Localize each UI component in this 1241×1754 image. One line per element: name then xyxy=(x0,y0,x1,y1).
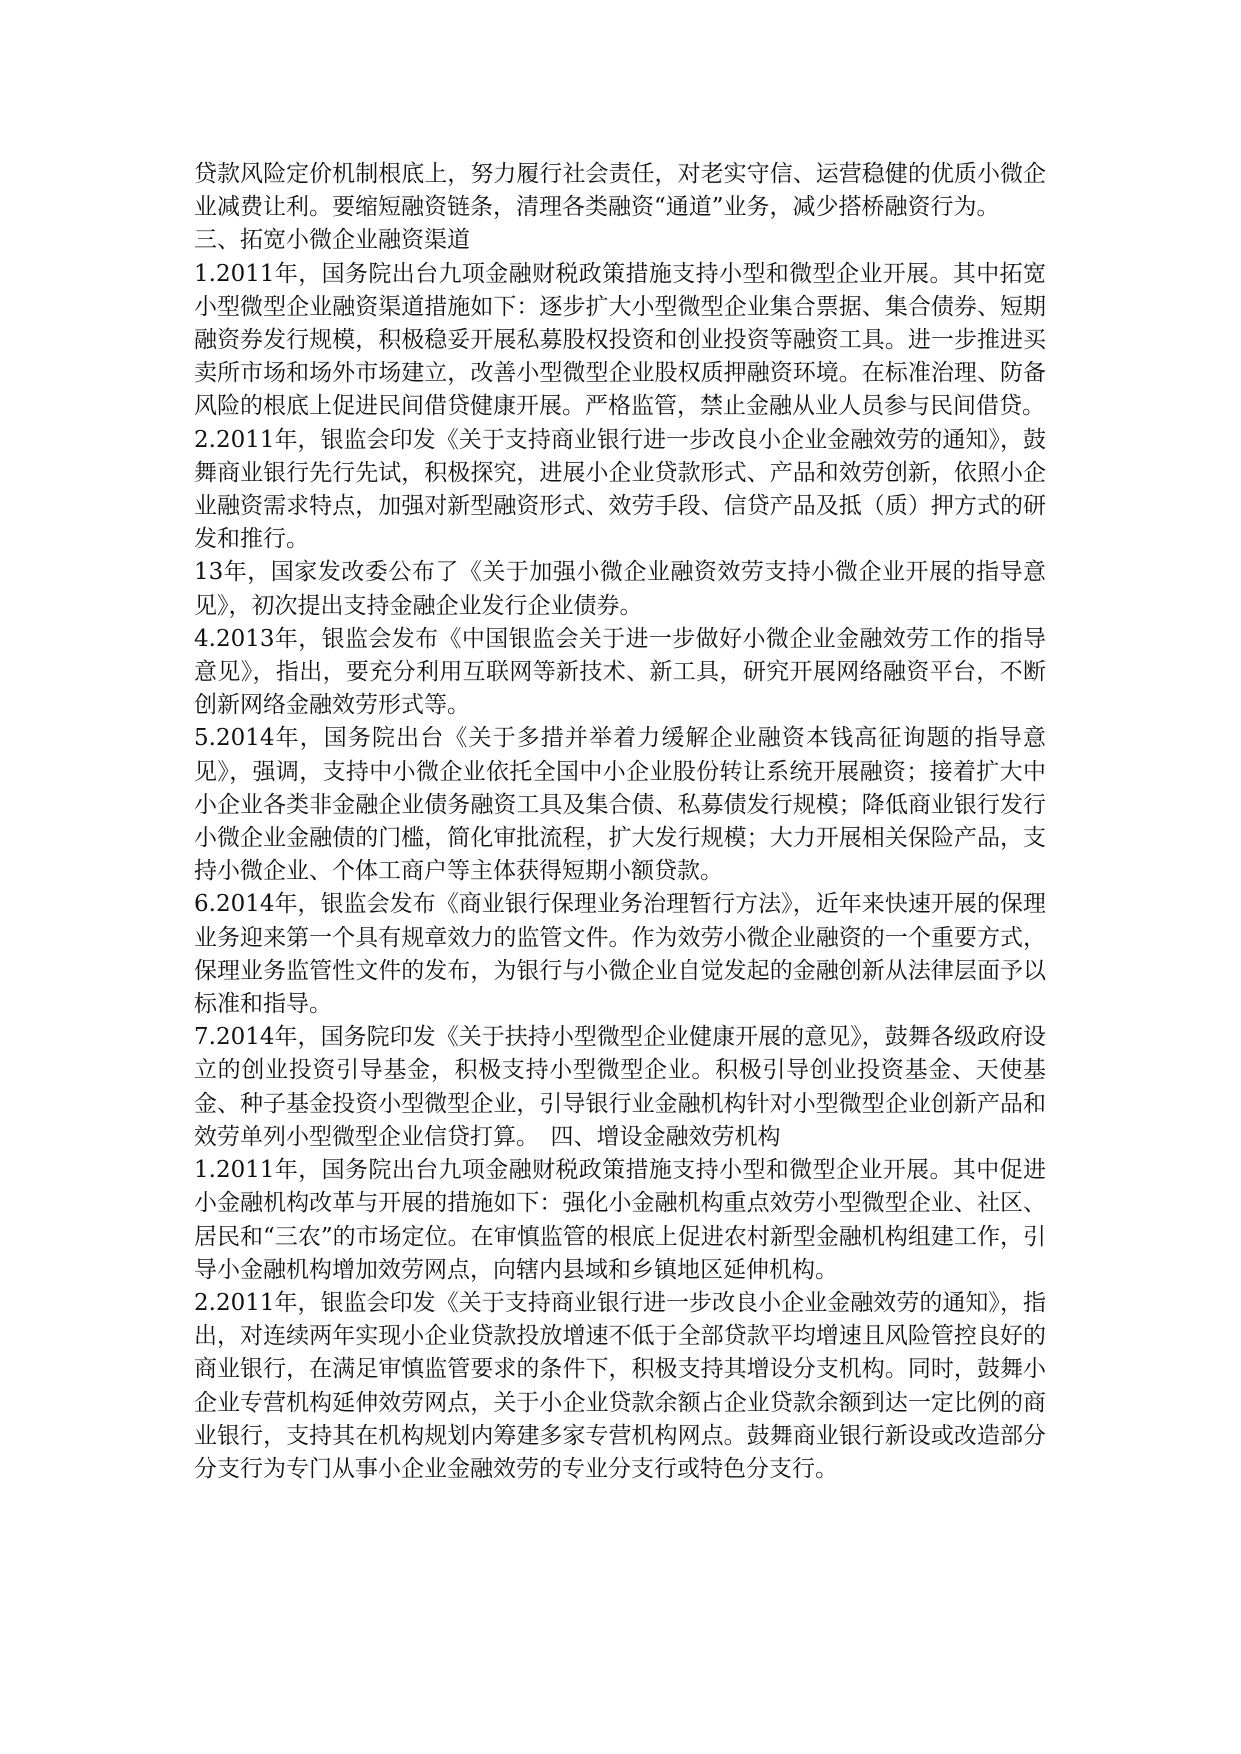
section-heading-3: 三、拓宽小微企业融资渠道 xyxy=(194,227,470,254)
paragraph-item: 6.2014年，银监会发布《商业银行保理业务治理暂行方法》，近年来快速开展的保理业务迎来第一个具有规章效力的监管文件。作为效劳小微企业融资的一个重要方式，保理业务监管性文件的发布，为银行与小微企业自觉发起的金融创新从法律层面予以标准和指导。 xyxy=(194,891,1046,1018)
paragraph-item: 1.2011年，国务院出台九项金融财税政策措施支持小型和微型企业开展。其中拓宽小型微型企业融资渠道措施如下：逐步扩大小型微型企业集合票据、集合债券、短期融资券发行规模，积极稳妥开展私募股权投资和创业投资等融资工具。进一步推进买卖所市场和场外市场建立，改善小型微型企业股权质押融资环境。在标准治理、防备风险的根底上促进民间借贷健康开展。严格监管，禁止金融从业人员参与民间借贷。 xyxy=(194,260,1046,420)
paragraph-item: 4.2013年，银监会发布《中国银监会关于进一步做好小微企业金融效劳工作的指导意见》，指出，要充分利用互联网等新技术、新工具，研究开展网络融资平台，不断创新网络金融效劳形式等。 xyxy=(194,625,1046,719)
paragraph-item: 13年，国家发改委公布了《关于加强小微企业融资效劳支持小微企业开展的指导意见》，初次提出支持金融企业发行企业债券。 xyxy=(194,559,1046,619)
paragraph-item: 2.2011年，银监会印发《关于支持商业银行进一步改良小企业金融效劳的通知》，指出，对连续两年实现小企业贷款投放增速不低于全部贷款平均增速且风险管控良好的商业银行，在满足审慎监管要求的条件下，积极支持其增设分支机构。同时，鼓舞小企业专营机构延伸效劳网点，关于小企业贷款余额占企业贷款余额到达一定比例的商业银行，支持其在机构规划内筹建多家专营机构网点。鼓舞商业银行新设或改造部分分支行为专门从事小企业金融效劳的专业分支行或特色分支行。 xyxy=(194,1289,1046,1482)
paragraph-continuation: 贷款风险定价机制根底上，努力履行社会责任，对老实守信、运营稳健的优质小微企业减费让利。要缩短融资链条，清理各类融资“通道”业务，减少搭桥融资行为。 xyxy=(194,161,1046,221)
paragraph-item: 7.2014年，国务院印发《关于扶持小型微型企业健康开展的意见》，鼓舞各级政府设立的创业投资引导基金，积极支持小型微型企业。积极引导创业投资基金、天使基金、种子基金投资小型微型企业，引导银行业金融机构针对小型微型企业创新产品和效劳单列小型微型企业信贷打算。 四、增设金融效劳机构 xyxy=(194,1024,1046,1150)
paragraph-item: 2.2011年，银监会印发《关于支持商业银行进一步改良小企业金融效劳的通知》，鼓舞商业银行先行先试，积极探究，进展小企业贷款形式、产品和效劳创新，依照小企业融资需求特点，加强对新型融资形式、效劳手段、信贷产品及抵（质）押方式的研发和推行。 xyxy=(194,426,1046,553)
paragraph-item: 5.2014年，国务院出台《关于多措并举着力缓解企业融资本钱高征询题的指导意见》，强调，支持中小微企业依托全国中小企业股份转让系统开展融资；接着扩大中小企业各类非金融企业债务融资工具及集合债、私募债发行规模；降低商业银行发行小微企业金融债的门槛，简化审批流程，扩大发行规模；大力开展相关保险产品，支持小微企业、个体工商户等主体获得短期小额贷款。 xyxy=(194,725,1046,885)
document-body xyxy=(194,158,1046,1486)
paragraph-item: 1.2011年，国务院出台九项金融财税政策措施支持小型和微型企业开展。其中促进小金融机构改革与开展的措施如下：强化小金融机构重点效劳小型微型企业、社区、居民和“三农”的市场定位。在审慎监管的根底上促进农村新型金融机构组建工作，引导小金融机构增加效劳网点，向辖内县域和乡镇地区延伸机构。 xyxy=(194,1157,1046,1283)
